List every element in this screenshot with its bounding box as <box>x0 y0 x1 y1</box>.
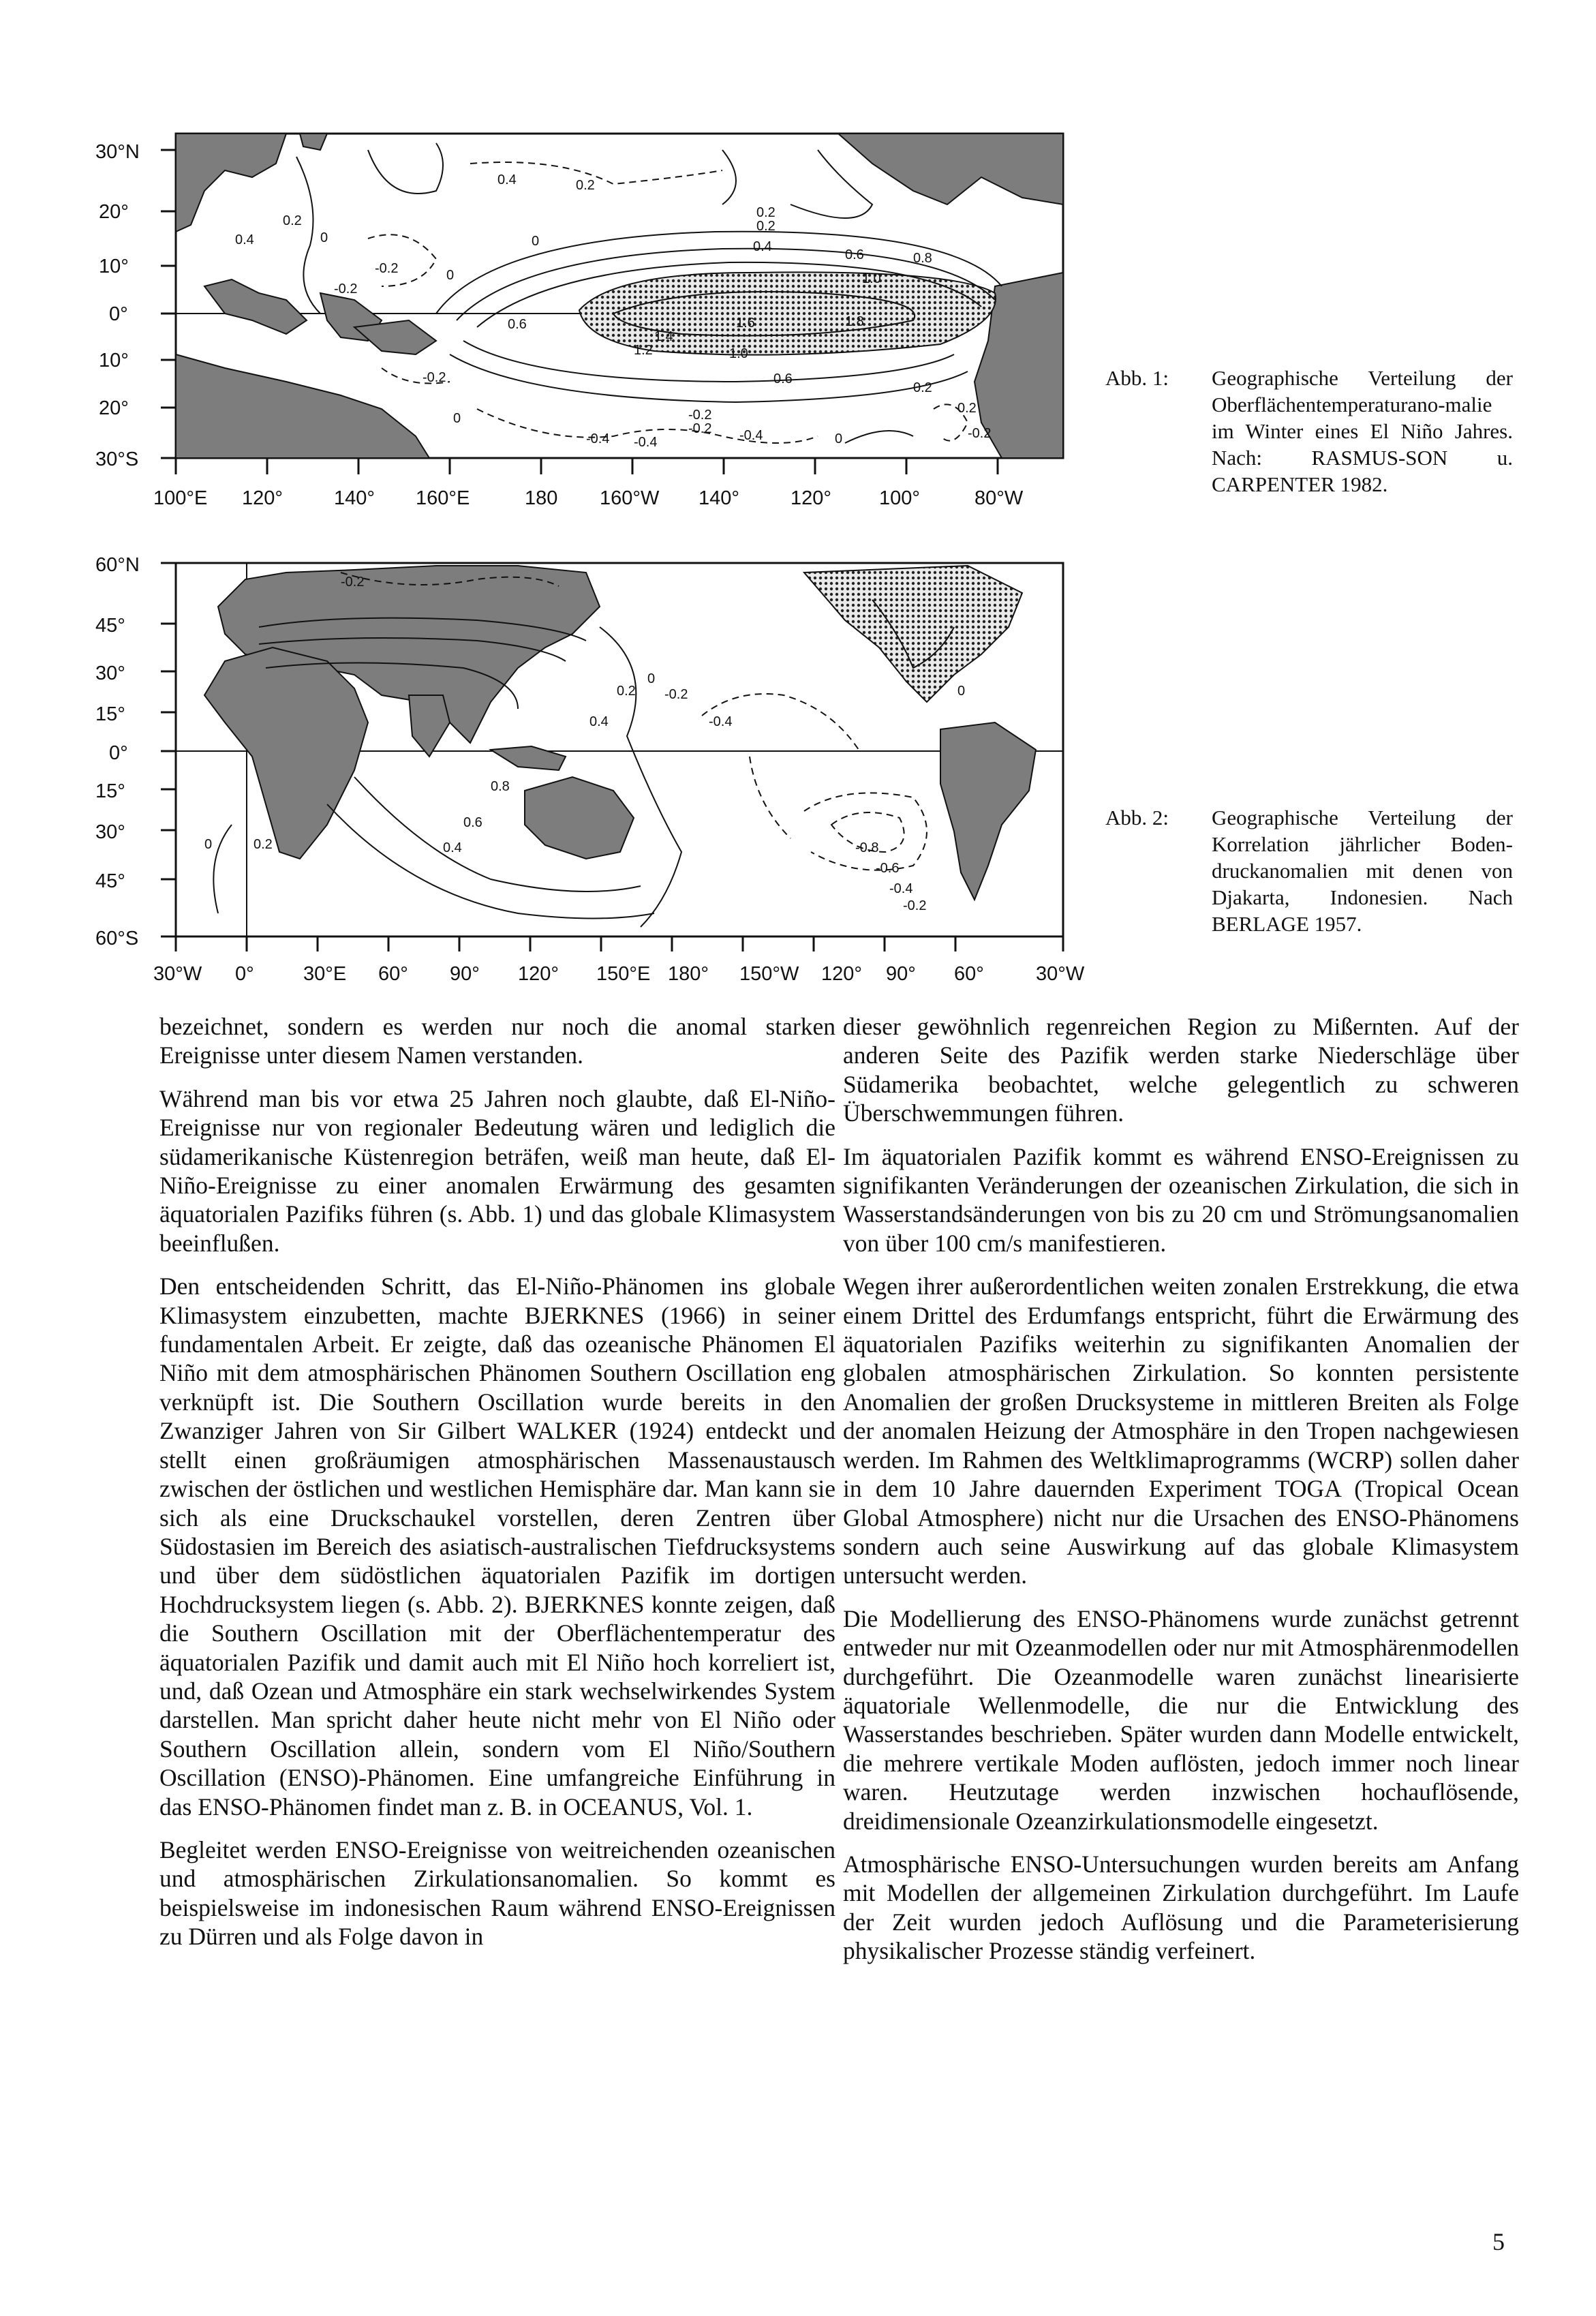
fig1-y-label: 10° <box>99 256 129 277</box>
paragraph: Im äquatorialen Pazifik kommt es während ENSO-Ereignissen zu signifikanten Veränderungen der ozeanischen Zirkulation, die sich in Wasserstandsänderungen von bis zu 20 cm und Strömungsanomalien von über 100 cm/s manifestieren. <box>843 1142 1519 1257</box>
contour-label: 0.2 <box>576 178 595 193</box>
contour-label: -0.2 <box>688 408 712 423</box>
contour-label: 1.4 <box>654 329 673 344</box>
contour-label: -0.2 <box>341 575 365 590</box>
fig1-x-label: 160°E <box>416 487 470 509</box>
fig2-x-label: 60° <box>378 963 408 985</box>
fig1-x-label: 140° <box>334 487 375 509</box>
contour-label: 0.2 <box>756 205 776 220</box>
fig2-x-label: 60° <box>954 963 984 985</box>
figure-1-label: Abb. 1: <box>1105 366 1169 390</box>
contour-label: -0.2 <box>968 426 992 441</box>
fig1-x-label: 80°W <box>975 487 1024 509</box>
figure-1-y-axis <box>95 141 176 470</box>
fig1-y-label: 20° <box>99 201 129 223</box>
contour-label: 0 <box>957 684 966 699</box>
contour-label: 1.0 <box>862 271 881 286</box>
paragraph: Wegen ihrer außerordentlichen weiten zonalen Erstrekkung, die etwa einem Drittel des Erdumfangs entspricht, führt die Erwärmung des äquatorialen Pazifiks weiterhin zu signifikanten Anomalien der globalen atmosphärischen Zirkulation. So konnten persistente Anomalien der großen Drucksysteme in mittleren Breiten als Folge der anomalen Heizung der Atmosphäre in den Tropen nachgewiesen werden. Im Rahmen des Weltklimaprogramms (WCRP) sollen daher in dem 10 Jahre dauernden Experiment TOGA (Tropical Ocean Global Atmosphere) nicht nur die Ursachen des ENSO-Phänomens sondern auch seine Auswirkung auf das globale Klimasystem untersucht werden. <box>843 1273 1519 1589</box>
fig2-y-label: 60°S <box>95 928 139 949</box>
fig2-x-label: 90° <box>450 963 480 985</box>
fig1-x-label: 160°W <box>600 487 660 509</box>
contour-label: 0 <box>453 411 461 426</box>
fig2-y-label: 30° <box>95 821 125 843</box>
contour-label: 1.8 <box>845 314 864 329</box>
contour-label: -0.4 <box>634 435 658 450</box>
contour-label: -0.2 <box>334 281 358 296</box>
contour-label: 0 <box>532 234 540 249</box>
paragraph: Atmosphärische ENSO-Untersuchungen wurden bereits am Anfang mit Modellen der allgemeinen Zirkulation durchgeführt. Im Laufe der Zeit wurden jedoch Auflösung und die Parameterisierung physikalischer Prozesse ständig verfeinert. <box>843 1850 1519 1965</box>
fig2-x-label: 30°E <box>303 963 347 985</box>
contour-label: -0.2 <box>664 687 688 702</box>
fig2-y-label: 0° <box>109 742 128 764</box>
contour-label: 1.2 <box>634 343 653 358</box>
fig2-y-label: 45° <box>95 870 125 892</box>
figure-2-caption <box>1105 804 1514 954</box>
contour-label: 0.6 <box>773 371 793 386</box>
contour-label: 0 <box>446 268 455 283</box>
fig2-x-label: 30°W <box>153 963 202 985</box>
contour-label: -0.4 <box>889 881 913 896</box>
paragraph: Den entscheidenden Schritt, das El-Niño-Phänomen ins globale Klimasystem einzubetten, machte BJERKNES (1966) in seiner fundamentalen Arbeit. Er zeigte, daß das ozeanische Phänomen El Niño mit dem atmosphärischen Phänomen Southern Oscillation eng verknüpft ist. Die Southern Oscillation wurde bereits in den Zwanziger Jahren von Sir Gilbert WALKER (1924) entdeckt und stellt einen großräumigen atmosphärischen Massenaustausch zwischen der östlichen und westlichen Hemisphäre dar. Man kann sie sich als eine Druckschaukel vorstellen, deren Zentren über Südostasien im Bereich des asiatisch-australischen Tiefdrucksystems und über dem südöstlichen äquatorialen Pazifik im dortigen Hochdrucksystem liegen (s. Abb. 2). BJERKNES konnte zeigen, daß die Southern Oscillation mit der Oberflächentemperatur des äquatorialen Pazifik und damit auch mit El Niño hoch korreliert ist, und, daß Ozean und Atmosphäre ein stark wechselwirkendes System darstellen. Man spricht daher heute nicht mehr von El Niño oder Southern Oscillation allein, sondern vom El Niño/Southern Oscillation (ENSO)-Phänomen. Eine umfangreiche Einführung in das ENSO-Phänomen findet man z. B. in OCEANUS, Vol. 1. <box>159 1273 835 1820</box>
contour-label: 1.0 <box>729 346 748 361</box>
right-column <box>843 1012 1519 1980</box>
contour-label: 0.4 <box>443 840 462 855</box>
contour-label: -0.4 <box>709 714 733 729</box>
fig2-x-label: 120° <box>821 963 862 985</box>
figure-2-x-axis <box>153 936 1085 985</box>
fig1-y-label: 20° <box>99 397 129 419</box>
fig1-y-label: 0° <box>109 303 128 325</box>
contour-label: 0.8 <box>491 779 510 794</box>
contour-label: 0.6 <box>508 317 527 332</box>
paragraph: Die Modellierung des ENSO-Phänomens wurde zunächst getrennt entweder nur mit Ozeanmodellen oder nur mit Atmosphärenmodellen durchgeführt. Die Ozeanmodelle waren zunächst linearisierte äquatoriale Wellenmodelle, die nur die Entwicklung des Wasserstandes beschrieben. Später wurden dann Modelle entwickelt, die mehrere vertikale Moden auflösten, jedoch immer noch linear waren. Heutzutage werden inzwischen hochauflösende, dreidimensionale Ozeanzirkulationsmodelle eingesetzt. <box>843 1604 1519 1835</box>
contour-label: 0.6 <box>845 247 864 262</box>
figure-1-x-axis <box>153 458 1024 509</box>
contour-label: 0.2 <box>617 684 636 699</box>
fig2-y-label: 45° <box>95 615 125 637</box>
contour-label: -0.2 <box>375 261 399 276</box>
contour-label: 0.4 <box>753 239 772 254</box>
fig1-x-label: 120° <box>791 487 831 509</box>
contour-label: 0 <box>647 671 656 686</box>
contour-label: 0.2 <box>283 213 302 228</box>
contour-label: -0.2 <box>423 370 446 385</box>
contour-label: 0.2 <box>913 380 932 395</box>
fig2-y-label: 60°N <box>95 554 140 576</box>
contour-label: -0.4 <box>739 428 763 443</box>
contour-label: 0.4 <box>235 232 254 247</box>
fig1-x-label: 100° <box>879 487 920 509</box>
contour-label: 0 <box>204 837 213 852</box>
contour-label: 0.2 <box>254 837 273 852</box>
figure-2-y-axis <box>95 554 176 949</box>
contour-label: -0.2 <box>688 421 712 436</box>
fig1-y-label: 30°S <box>95 448 139 470</box>
fig1-x-label: 120° <box>242 487 283 509</box>
page-number: 5 <box>1492 2228 1505 2255</box>
contour-label: 0 <box>835 431 843 446</box>
contour-label: 0.4 <box>589 714 609 729</box>
contour-label: 1.6 <box>736 316 755 331</box>
left-column <box>159 1012 835 1966</box>
contour-label: -0.4 <box>586 431 610 446</box>
fig1-x-label: 140° <box>699 487 739 509</box>
figure-1-caption-text: Geographische Verteilung der Oberflächentemperaturano-malie im Winter eines El Niño Jahres. Nach: RASMUS-SON u. CARPENTER 1982. <box>1212 366 1513 496</box>
paragraph: dieser gewöhnlich regenreichen Region zu Mißernten. Auf der anderen Seite des Pazifik werden starke Niederschläge über Südamerika beobachtet, welche gelegentlich zu schweren Überschwemmungen führen. <box>843 1013 1519 1127</box>
figure-2-label: Abb. 2: <box>1105 806 1169 829</box>
figure-1-caption <box>1105 365 1514 508</box>
fig2-x-label: 180° <box>668 963 709 985</box>
fig2-x-label: 150°E <box>596 963 651 985</box>
paragraph: bezeichnet, sondern es werden nur noch die anomal starken Ereignisse unter diesem Namen verstanden. <box>159 1013 835 1069</box>
fig1-y-label: 10° <box>99 350 129 371</box>
fig2-x-label: 120° <box>518 963 559 985</box>
fig1-y-label: 30°N <box>95 141 140 163</box>
contour-label: 0.2 <box>756 219 776 234</box>
fig2-x-label: 90° <box>886 963 916 985</box>
paragraph: Begleitet werden ENSO-Ereignisse von weitreichenden ozeanischen und atmosphärischen Zirkulationsanomalien. So kommt es beispielsweise im indonesischen Raum während ENSO-Ereignissen zu Dürren und als Folge davon in <box>159 1835 835 1951</box>
fig1-x-label: 100°E <box>153 487 208 509</box>
contour-label: 0 <box>320 230 328 245</box>
contour-label: -0.6 <box>876 861 900 876</box>
figure-2-caption-text: Geographische Verteilung der Korrelation jährlicher Boden-druckanomalien mit denen von Djakarta, Indonesien. Nach BERLAGE 1957. <box>1212 806 1513 936</box>
contour-label: 0.8 <box>913 251 932 266</box>
fig2-x-label: 30°W <box>1036 963 1085 985</box>
contour-label: -0.8 <box>855 840 879 855</box>
fig2-y-label: 15° <box>95 780 125 802</box>
paragraph: Während man bis vor etwa 25 Jahren noch glaubte, daß El-Niño-Ereignisse nur von regionaler Bedeutung wären und lediglich die südamerikanische Küstenregion beträfen, weiß man heute, daß El-Niño-Ereignisse zu einer anomalen Erwärmung des gesamten äquatorialen Pazifiks führen (s. Abb. 1) und das globale Klimasystem beeinflußen. <box>159 1084 835 1257</box>
contour-label: 0.2 <box>957 401 977 416</box>
contour-label: -0.2 <box>903 898 927 913</box>
fig2-y-label: 30° <box>95 662 125 684</box>
fig2-y-label: 15° <box>95 703 125 725</box>
contour-label: 0.6 <box>463 815 482 830</box>
contour-label: 0.4 <box>497 172 517 187</box>
fig2-x-label: 150°W <box>739 963 799 985</box>
fig1-x-label: 180 <box>525 487 558 509</box>
fig2-x-label: 0° <box>235 963 254 985</box>
